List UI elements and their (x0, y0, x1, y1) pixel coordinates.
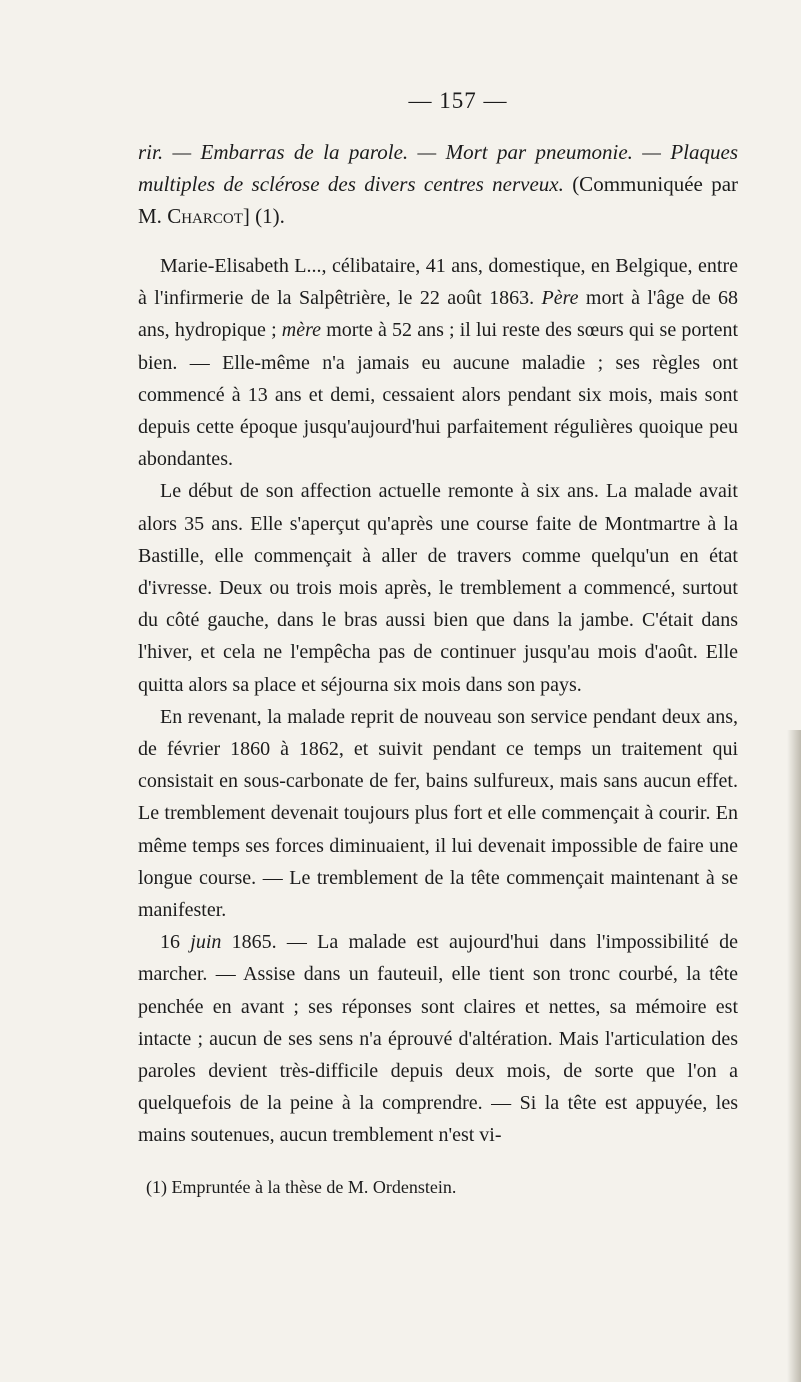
footnote: (1) Empruntée à la thèse de M. Ordenstein. (146, 1176, 457, 1197)
paragraph-3: En revenant, la malade reprit de nouveau son service pendant deux ans, de février 1860 à 1862, et suivit pendant ce temps un traitement qui consistait en sous-carbonate de fer, bains sulfureux, mais sans aucun effet. Le tremblement devenait toujours plus fort et elle commençait à courir. En même temps ses forces diminuaient, il lui devenait impossible de faire une longue course. — Le tremblement de la tête commençait maintenant à se manifester. (138, 705, 738, 922)
communication-note: (Communiquée par M. (138, 172, 739, 228)
page-edge-shadow (787, 730, 801, 1382)
case-header (138, 136, 738, 232)
footnote-ref: ] (1). (242, 204, 285, 228)
case-title: rir. — Embarras de la parole. — Mort par pneumonie. — Plaques multiples de sclérose des divers centres nerveux. (138, 140, 738, 196)
page-number: — 157 — (408, 88, 508, 113)
paragraph-4: 16 juin 1865. — La malade est aujourd'hui dans l'impossibilité de marcher. — Assise dans un fauteuil, elle tient son tronc courbé, la tête penchée en avant ; ses réponses sont claires et nettes, sa mémoire est intacte ; aucun de ses sens n'a éprouvé d'altération. Mais l'articulation des paroles devient très-difficile depuis deux mois, de sorte que l'on a quelquefois de la peine à la comprendre. — Si la tête est appuyée, les mains soutenues, aucun tremblement n'est vi- (138, 931, 739, 1147)
paragraph-1: Marie-Elisabeth L..., célibataire, 41 ans, domestique, en Belgique, entre à l'infirmerie de la Salpêtrière, le 22 août 1863. Père mort à l'âge de 68 ans, hydropique ; mère morte à 52 ans ; il lui reste des sœurs qui se portent bien. — Elle-même n'a jamais eu aucune maladie ; ses règles ont commencé à 13 ans et demi, cessaient alors pendant six mois, mais sont depuis cette époque jusqu'aujourd'hui parfaitement régulières quoique peu abondantes. (138, 255, 739, 471)
document-page (138, 88, 738, 1200)
paragraph-2: Le début de son affection actuelle remonte à six ans. La malade avait alors 35 ans. Elle s'aperçut qu'après une course faite de Montmartre à la Bastille, elle commençait à aller de travers comme quelqu'un en état d'ivresse. Deux ou trois mois après, le tremblement a commencé, surtout du côté gauche, dans le bras aussi bien que dans la jambe. C'était dans l'hiver, et cela ne l'empêcha pas de continuer jusqu'au mois d'août. Elle quitta alors sa place et séjourna six mois dans son pays. (138, 480, 738, 696)
author-name: Charcot (167, 204, 243, 228)
